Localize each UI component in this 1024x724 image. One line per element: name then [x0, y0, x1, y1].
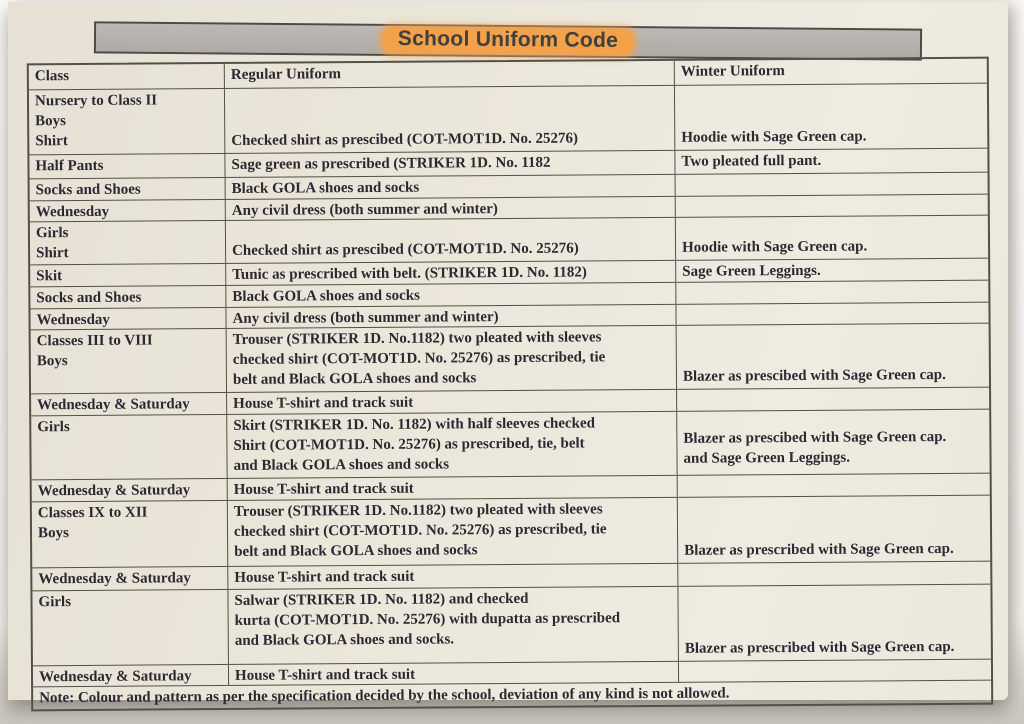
- winter-uniform-cell: Blazer as prescibed with Sage Green cap. and Sage Green Leggings.: [683, 428, 947, 467]
- class-cell: Classes IX to XII Boys: [32, 501, 228, 567]
- class-cell: Classes III to VIII Boys: [31, 329, 227, 393]
- winter-uniform-cell: [678, 562, 988, 586]
- winter-uniform-cell: [676, 303, 986, 325]
- regular-uniform-cell: Checked shirt as prescibed (COT-MOT1D. No. 25276): [226, 218, 676, 263]
- regular-uniform-cell: Checked shirt as prescibed (COT-MOT1D. No. 25276): [225, 86, 675, 153]
- table-row: [32, 585, 991, 667]
- regular-uniform-cell: Skirt (STRIKER 1D. No. 1182) with half sleeves checked Shirt (COT-MOT1D. No. 25276) as prescribed, tie, belt and Black GOLA shoes and socks: [227, 412, 677, 478]
- class-cell: Wednesday: [30, 200, 226, 221]
- class-cell: Wednesday & Saturday: [32, 479, 228, 501]
- regular-uniform-cell: Any civil dress (both summer and winter): [226, 197, 676, 220]
- class-cell: Skit: [30, 264, 226, 286]
- class-cell: Wednesday: [30, 308, 226, 329]
- class-cell: Wednesday & Saturday: [32, 567, 228, 590]
- regular-uniform-cell: Tunic as prescribed with belt. (STRIKER 1D. No. 1182): [226, 261, 676, 285]
- class-cell: Girls: [32, 590, 229, 665]
- regular-uniform-cell: Black GOLA shoes and socks: [226, 175, 676, 199]
- winter-uniform-cell: Blazer as prescribed with Sage Green cap.: [684, 638, 955, 657]
- class-cell: Nursery to Class II Boys Shirt: [29, 89, 225, 154]
- winter-uniform-cell: Blazer as prescribed with Sage Green cap.: [684, 540, 954, 559]
- winter-uniform-cell: [676, 281, 986, 304]
- column-header-class: Class: [29, 64, 225, 89]
- regular-uniform-cell: House T-shirt and track suit: [228, 564, 678, 589]
- winter-uniform-cell: [677, 388, 987, 411]
- uniform-code-table: [27, 57, 994, 712]
- class-cell: Socks and Shoes: [30, 286, 226, 308]
- table-row: [30, 216, 988, 266]
- column-header-regular-uniform: Regular Uniform: [225, 61, 675, 88]
- table-row: [31, 324, 989, 395]
- regular-uniform-cell: House T-shirt and track suit: [227, 390, 677, 414]
- winter-uniform-cell: [679, 660, 989, 682]
- title-banner: [94, 21, 922, 60]
- regular-uniform-cell: Trouser (STRIKER 1D. No.1182) two pleated with sleeves checked shirt (COT-MOT1D. No. 25276) as prescribed, tie belt and Black GOLA shoes and socks: [228, 498, 678, 566]
- regular-uniform-cell: House T-shirt and track suit: [229, 662, 679, 685]
- winter-uniform-cell: Hoodie with Sage Green cap.: [681, 238, 868, 256]
- page-title: School Uniform Code: [382, 27, 635, 55]
- column-header-winter-uniform: Winter Uniform: [680, 63, 785, 80]
- regular-uniform-cell: Any civil dress (both summer and winter): [226, 305, 676, 328]
- winter-uniform-cell: Blazer as prescibed with Sage Green cap.: [682, 366, 946, 385]
- table-row: [32, 496, 990, 569]
- regular-uniform-cell: Sage green as prescribed (STRIKER 1D. No. 1182: [225, 151, 675, 177]
- class-cell: Girls Shirt: [30, 221, 226, 264]
- class-cell: Girls: [31, 415, 227, 479]
- winter-uniform-cell: [676, 195, 986, 217]
- winter-uniform-cell: [678, 474, 988, 497]
- winter-uniform-cell: Hoodie with Sage Green cap.: [681, 128, 867, 146]
- table-row: [31, 410, 989, 481]
- class-cell: Half Pants: [29, 154, 225, 178]
- winter-uniform-cell: Two pleated full pant.: [681, 152, 822, 170]
- regular-uniform-cell: Trouser (STRIKER 1D. No.1182) two pleated with sleeves checked shirt (COT-MOT1D. No. 25276) as prescribed, tie belt and Black GOLA shoes and socks: [227, 326, 677, 392]
- winter-uniform-cell: [676, 173, 986, 196]
- regular-uniform-cell: House T-shirt and track suit: [228, 476, 678, 500]
- table-row: [29, 84, 987, 156]
- scanned-paper: [8, 2, 1008, 707]
- regular-uniform-cell: Salwar (STRIKER 1D. No. 1182) and checked kurta (COT-MOT1D. No. 25276) with dupatta as prescribed and Black GOLA shoes and socks.: [228, 587, 679, 664]
- winter-uniform-cell: Sage Green Leggings.: [682, 262, 821, 280]
- class-cell: Wednesday & Saturday: [31, 393, 227, 415]
- class-cell: Socks and Shoes: [30, 178, 226, 200]
- class-cell: Wednesday & Saturday: [33, 665, 229, 686]
- note-text: Note: Colour and pattern as per the specification decided by the school, deviation of any kind is not allowed.: [39, 685, 730, 707]
- regular-uniform-cell: Black GOLA shoes and socks: [226, 283, 676, 307]
